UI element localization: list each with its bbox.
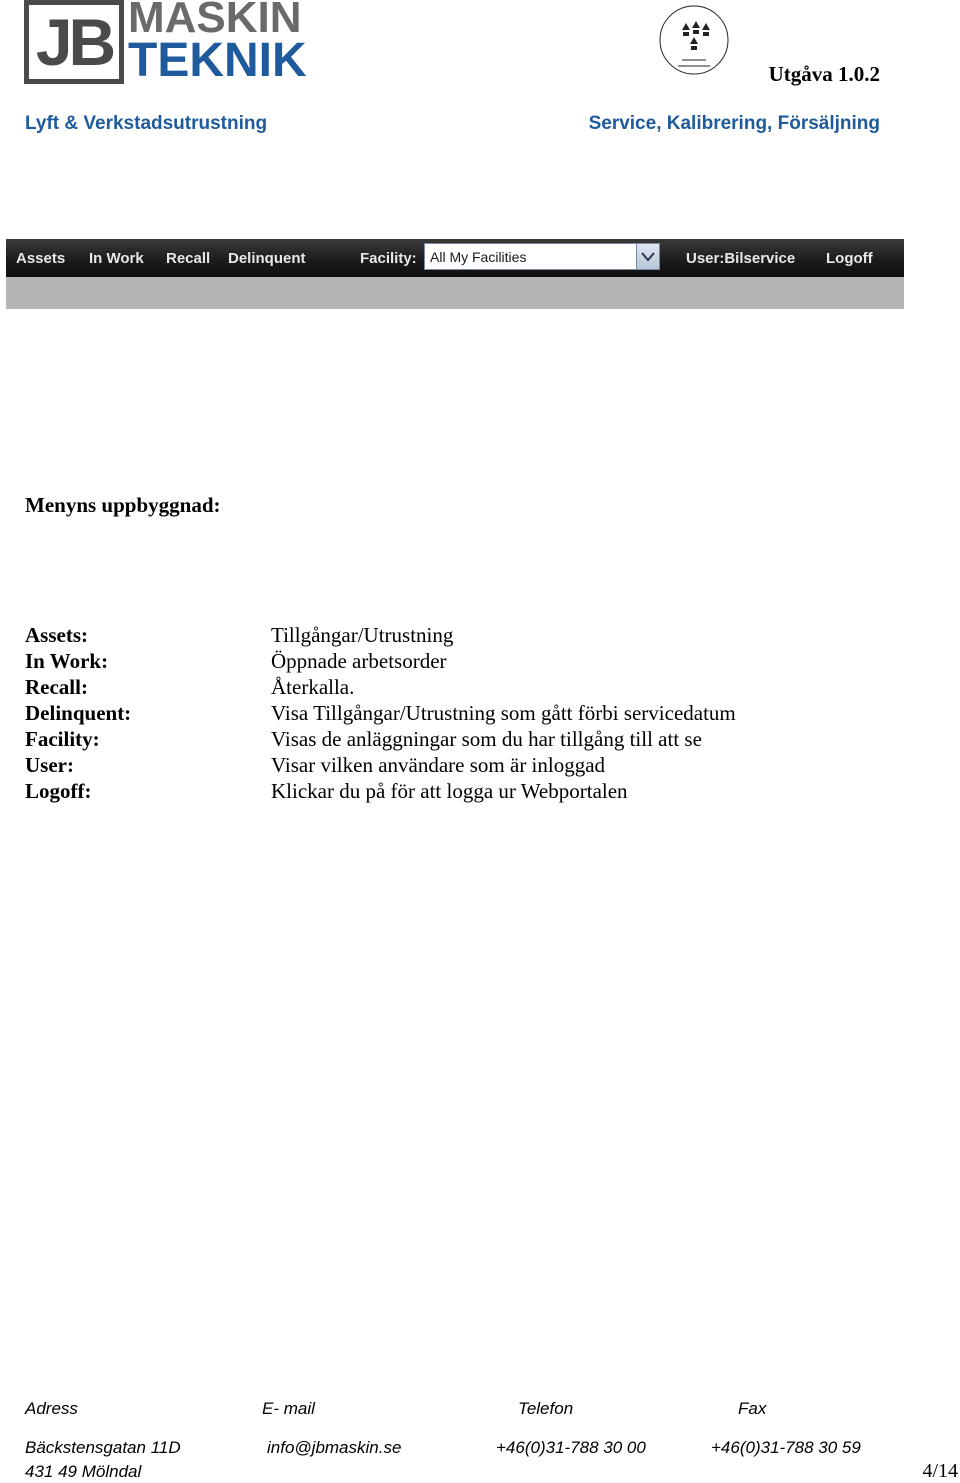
definition-term: Delinquent:: [25, 701, 132, 725]
definition-row: [25, 649, 875, 675]
definition-row: [25, 779, 875, 805]
menu-item-logoff[interactable]: Logoff: [826, 250, 873, 267]
definition-desc: Visas de anläggningar som du har tillgång till att se: [271, 727, 702, 751]
menu-substrip: [6, 277, 904, 309]
footer-phone: +46(0)31-788 30 00: [496, 1438, 646, 1457]
footer-label-email: E- mail: [262, 1399, 315, 1418]
menu-item-recall[interactable]: Recall: [166, 250, 211, 267]
tagline-right: Service, Kalibrering, Försäljning: [588, 113, 880, 134]
facility-label: Facility:: [360, 250, 417, 267]
user-label: User:Bilservice: [686, 250, 796, 267]
tagline-left: Lyft & Verkstadsutrustning: [25, 113, 268, 134]
chevron-down-icon[interactable]: [636, 244, 659, 269]
footer-city: 431 49 Mölndal: [25, 1462, 142, 1481]
definition-desc: Öppnade arbetsorder: [271, 649, 447, 673]
facility-select-value: All My Facilities: [430, 249, 527, 265]
menu-item-in-work[interactable]: In Work: [89, 250, 144, 267]
footer-email[interactable]: info@jbmaskin.se: [267, 1438, 402, 1457]
definition-term: Recall:: [25, 675, 88, 699]
swedac-seal-icon: [656, 2, 732, 78]
footer-label-address: Adress: [25, 1399, 78, 1418]
definition-row: [25, 623, 875, 649]
page-number: 4/14: [922, 1460, 958, 1482]
facility-select[interactable]: [424, 243, 660, 270]
definition-desc: Tillgångar/Utrustning: [271, 623, 454, 647]
menu-definition-list: [25, 623, 875, 805]
definition-row: [25, 701, 875, 727]
logo-text-bottom: TEKNIK: [128, 34, 307, 87]
definition-term: User:: [25, 753, 74, 777]
definition-desc: Visa Tillgångar/Utrustning som gått förbi servicedatum: [271, 701, 736, 725]
definition-term: In Work:: [25, 649, 109, 673]
definition-row: [25, 753, 875, 779]
logo-text-top: MASKIN: [128, 0, 302, 42]
definition-term: Facility:: [25, 727, 100, 751]
definition-row: [25, 727, 875, 753]
definition-desc: Återkalla.: [271, 675, 355, 699]
footer-label-phone: Telefon: [518, 1399, 574, 1418]
footer-fax: +46(0)31-788 30 59: [711, 1438, 861, 1457]
definition-term: Logoff:: [25, 779, 92, 803]
footer-street: Bäckstensgatan 11D: [25, 1438, 181, 1457]
company-logo: [24, 0, 307, 87]
menu-item-delinquent[interactable]: Delinquent: [228, 250, 306, 267]
definition-row: [25, 675, 875, 701]
definition-desc: Visar vilken användare som är inloggad: [271, 753, 606, 777]
definition-desc: Klickar du på för att logga ur Webportalen: [271, 779, 628, 803]
definition-term: Assets:: [25, 623, 88, 647]
footer-label-fax: Fax: [738, 1399, 767, 1418]
menu-item-assets[interactable]: Assets: [16, 250, 66, 267]
logo-mark: JB: [24, 0, 124, 84]
version-label: Utgåva 1.0.2: [768, 62, 880, 86]
section-heading: Menyns uppbyggnad:: [25, 493, 221, 517]
portal-menu-bar: [6, 239, 904, 277]
